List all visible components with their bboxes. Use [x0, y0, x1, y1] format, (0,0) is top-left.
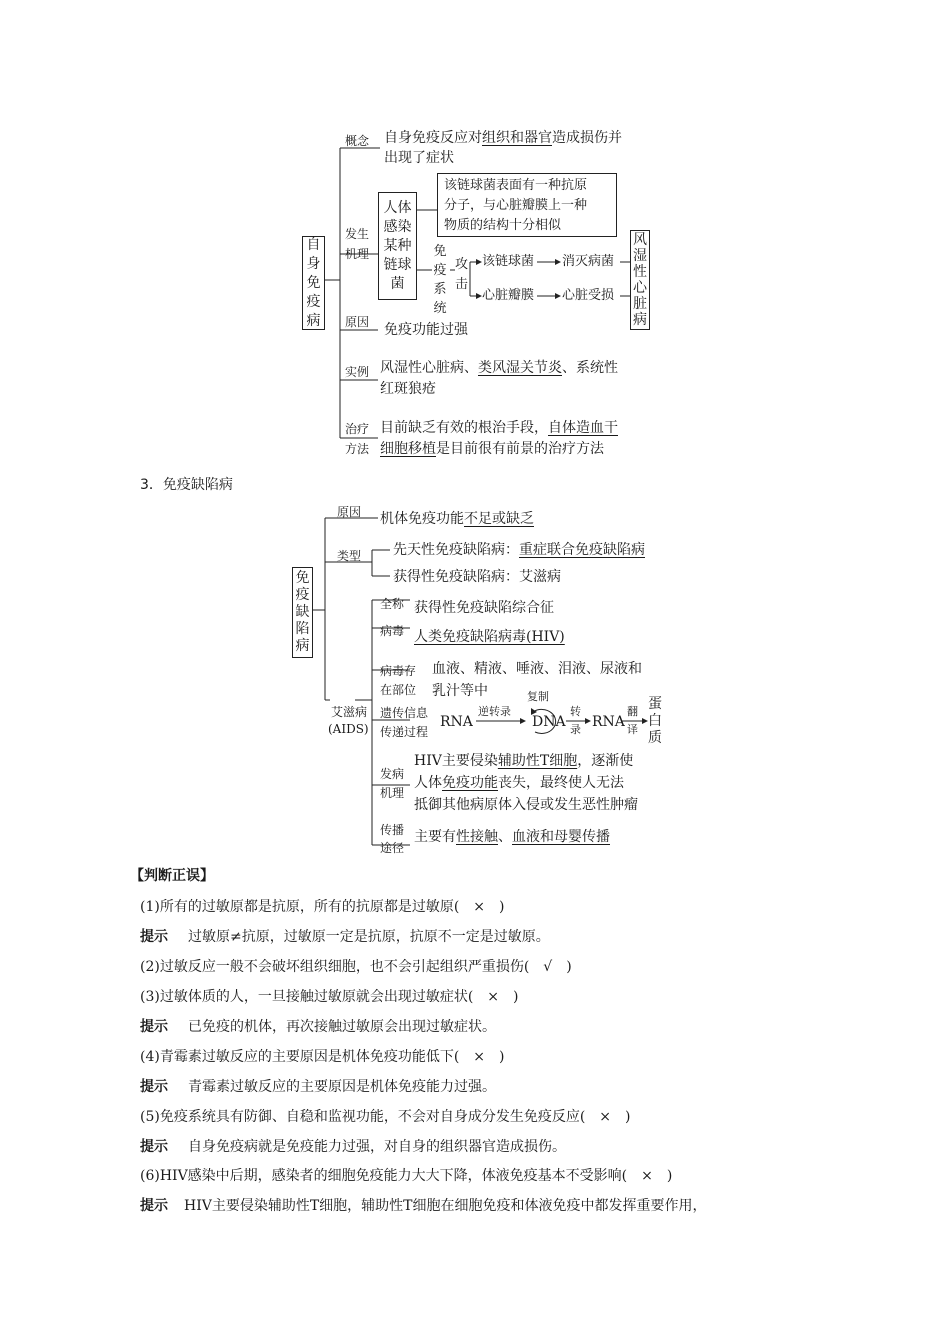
- protein-char: 蛋: [648, 696, 662, 712]
- treatment-text: 目前缺乏有效的根治手段，: [380, 420, 548, 436]
- immune-char: 疫: [433, 263, 447, 278]
- infection-text: 人体: [383, 199, 412, 216]
- path2-end: 心脏受损: [562, 288, 615, 303]
- strep-note-line: 物质的结构十分相似: [444, 218, 562, 233]
- path1-end: 消灭病菌: [562, 254, 615, 269]
- spread-text-part: 主要有: [414, 829, 456, 845]
- virus-label: 病毒: [380, 624, 405, 638]
- transcription-label: 转: [570, 705, 581, 718]
- judge-tip: [140, 1196, 707, 1216]
- immune-char: 统: [433, 301, 447, 316]
- spread-keyword: 性接触: [456, 829, 498, 845]
- location-line-1: 血液、精液、唾液、泪液、尿液和: [432, 661, 642, 677]
- type-label: 类型: [337, 549, 362, 563]
- path1-start: 该链球菌: [482, 254, 535, 269]
- path2-start: 心脏瓣膜: [482, 288, 535, 303]
- protein-node: [647, 696, 663, 747]
- cause-label: 原因: [345, 315, 370, 329]
- tip-label: 提示: [140, 1079, 168, 1095]
- replication-label: 复制: [527, 690, 549, 703]
- mechanism-label: 机理: [345, 247, 370, 261]
- tip-label: 提示: [140, 1019, 168, 1035]
- section-title: 3．免疫缺陷病: [140, 477, 233, 493]
- treatment-keyword: 自体造血干: [548, 420, 618, 436]
- tip-label: 提示: [140, 1139, 168, 1155]
- root-char: 免: [295, 570, 310, 586]
- strep-note-line: 该链球菌表面有一种抗原: [444, 178, 588, 193]
- infection-text: 感染: [383, 218, 412, 235]
- attack-label: 击: [455, 277, 469, 292]
- mechanism-keyword: 辅助性T细胞: [497, 753, 578, 769]
- judge-question: (4)青霉素过敏反应的主要原因是机体免疫功能低下( × ): [140, 1049, 505, 1065]
- cause-text: [380, 509, 534, 529]
- spread-text: [414, 827, 610, 847]
- example-line-2: 红斑狼疮: [380, 381, 436, 397]
- location-label: 病毒存: [380, 664, 417, 678]
- root-char: 陷: [295, 621, 310, 637]
- tip-text: 过敏原≠抗原，过敏原一定是抗原，抗原不一定是过敏原。: [188, 929, 550, 945]
- attack-label: 攻: [455, 257, 469, 272]
- type-text: 先天性免疫缺陷病：: [393, 542, 519, 558]
- result-char: 脏: [633, 296, 647, 312]
- mechanism-line-2: [414, 773, 624, 793]
- genetic-label: 遗传信息: [380, 706, 429, 720]
- result-char: 湿: [633, 248, 647, 264]
- aids-label: (AIDS): [328, 722, 369, 736]
- concept-keyword: 组织和器官: [482, 130, 552, 146]
- location-label: 在部位: [380, 683, 417, 697]
- tip-label: 提示: [140, 929, 168, 945]
- transcription-label: 录: [570, 723, 581, 736]
- judge-tip: [140, 1137, 566, 1157]
- mechanism-keyword: 免疫功能: [442, 775, 498, 791]
- root-char: 疫: [306, 293, 321, 310]
- mechanism-text: 丧失，最终使人无法: [498, 775, 624, 791]
- concept-label: 概念: [345, 134, 370, 148]
- mechanism-line-1: [414, 751, 633, 771]
- dna-node: DNA: [532, 714, 566, 730]
- translation-label: 译: [627, 723, 638, 736]
- spread-label: 传播: [380, 823, 405, 837]
- genetic-label: 传递过程: [380, 725, 429, 739]
- result-char: 风: [633, 232, 647, 248]
- mechanism-line-3: 抵御其他病原体入侵或发生恶性肿瘤: [414, 797, 638, 813]
- example-keyword: 类风湿关节炎: [478, 360, 562, 376]
- protein-char: 白: [648, 713, 662, 729]
- immunodef-root-box: [292, 567, 313, 658]
- reverse-transcription-label: 逆转录: [478, 705, 511, 718]
- judge-tip: [140, 1017, 496, 1037]
- spread-text-part: 、: [498, 829, 512, 845]
- judge-tip: [140, 927, 550, 947]
- mechanism-label: 机理: [380, 786, 405, 800]
- judge-question: (3)过敏体质的人，一旦接触过敏原就会出现过敏症状( × ): [140, 989, 519, 1005]
- root-char: 病: [306, 312, 321, 329]
- root-char: 身: [306, 255, 321, 272]
- root-char: 免: [306, 274, 321, 291]
- virus-text: 人类免疫缺陷病毒(HIV): [414, 629, 565, 645]
- concept-line-2: 出现了症状: [384, 150, 454, 166]
- strep-note-line: 分子，与心脏瓣膜上一种: [444, 198, 588, 213]
- infection-text: 菌: [390, 275, 405, 292]
- cause-text: 免疫功能过强: [384, 322, 468, 338]
- cause-label: 原因: [337, 505, 362, 519]
- immune-char: 免: [433, 244, 447, 259]
- concept-text: 造成损伤并: [552, 130, 622, 146]
- root-char: 自: [306, 236, 321, 253]
- judge-question: (1)所有的过敏原都是抗原，所有的抗原都是过敏原( × ): [140, 899, 505, 915]
- infection-text: 某种: [383, 237, 412, 254]
- example-label: 实例: [345, 365, 370, 379]
- mechanism-text: HIV主要侵染: [414, 753, 498, 769]
- root-char: 疫: [295, 587, 310, 603]
- tip-label: 提示: [140, 1198, 168, 1214]
- translation-label: 翻: [627, 705, 638, 718]
- example-text: 、系统性: [562, 360, 618, 376]
- location-line-2: 乳汁等中: [432, 683, 488, 699]
- tip-text: 已免疫的机体，再次接触过敏原会出现过敏症状。: [188, 1019, 496, 1035]
- mechanism-label: 发生: [345, 227, 370, 241]
- tip-text: HIV主要侵染辅助性T细胞，辅助性T细胞在细胞免疫和体液免疫中都发挥重要作用，: [184, 1198, 707, 1214]
- result-char: 性: [633, 264, 647, 280]
- treatment-keyword: 细胞移植: [380, 441, 436, 457]
- infection-text: 链球: [383, 256, 412, 273]
- spread-keyword: 血液和母婴传播: [512, 829, 610, 845]
- judge-question: (5)免疫系统具有防御、自稳和监视功能，不会对自身成分发生免疫反应( × ): [140, 1109, 631, 1125]
- tip-text: 自身免疫病就是免疫能力过强，对自身的组织器官造成损伤。: [188, 1139, 566, 1155]
- example-text: 风湿性心脏病、: [380, 360, 478, 376]
- treatment-label: 方法: [345, 442, 370, 456]
- mechanism-text: 人体: [414, 775, 442, 791]
- cause-keyword: 不足或缺乏: [464, 511, 534, 527]
- cause-text-part: 机体免疫功能: [380, 511, 464, 527]
- treatment-text: 是目前很有前景的治疗方法: [436, 441, 604, 457]
- mechanism-label: 发病: [380, 767, 405, 781]
- treatment-label: 治疗: [345, 422, 370, 436]
- rna-node: RNA: [440, 714, 473, 730]
- mechanism-text: ，逐渐使: [577, 753, 634, 769]
- judge-question: (6)HIV感染中后期，感染者的细胞免疫能力大大下降，体液免疫基本不受影响( × ): [140, 1168, 673, 1184]
- aids-label: 艾滋病: [331, 705, 368, 719]
- spread-label: 途径: [380, 841, 405, 855]
- type-1: [393, 540, 645, 560]
- concept-text: 自身免疫反应对: [384, 130, 482, 146]
- immune-char: 系: [433, 282, 447, 297]
- rna-node: RNA: [592, 714, 625, 730]
- fullname-text: 获得性免疫缺陷综合征: [414, 600, 554, 616]
- result-char: 病: [633, 312, 647, 328]
- judge-heading: 【判断正误】: [130, 868, 214, 884]
- root-char: 缺: [295, 604, 310, 620]
- protein-char: 质: [648, 730, 662, 746]
- judge-question: (2)过敏反应一般不会破坏组织细胞，也不会引起组织严重损伤( √ ): [140, 959, 572, 975]
- type-keyword: 重症联合免疫缺陷病: [519, 542, 645, 558]
- judge-tip: [140, 1077, 496, 1097]
- result-char: 心: [633, 280, 647, 296]
- tip-text: 青霉素过敏反应的主要原因是机体免疫能力过强。: [188, 1079, 496, 1095]
- fullname-label: 全称: [380, 597, 405, 611]
- root-char: 病: [295, 638, 310, 654]
- type-2: 获得性免疫缺陷病：艾滋病: [393, 569, 561, 585]
